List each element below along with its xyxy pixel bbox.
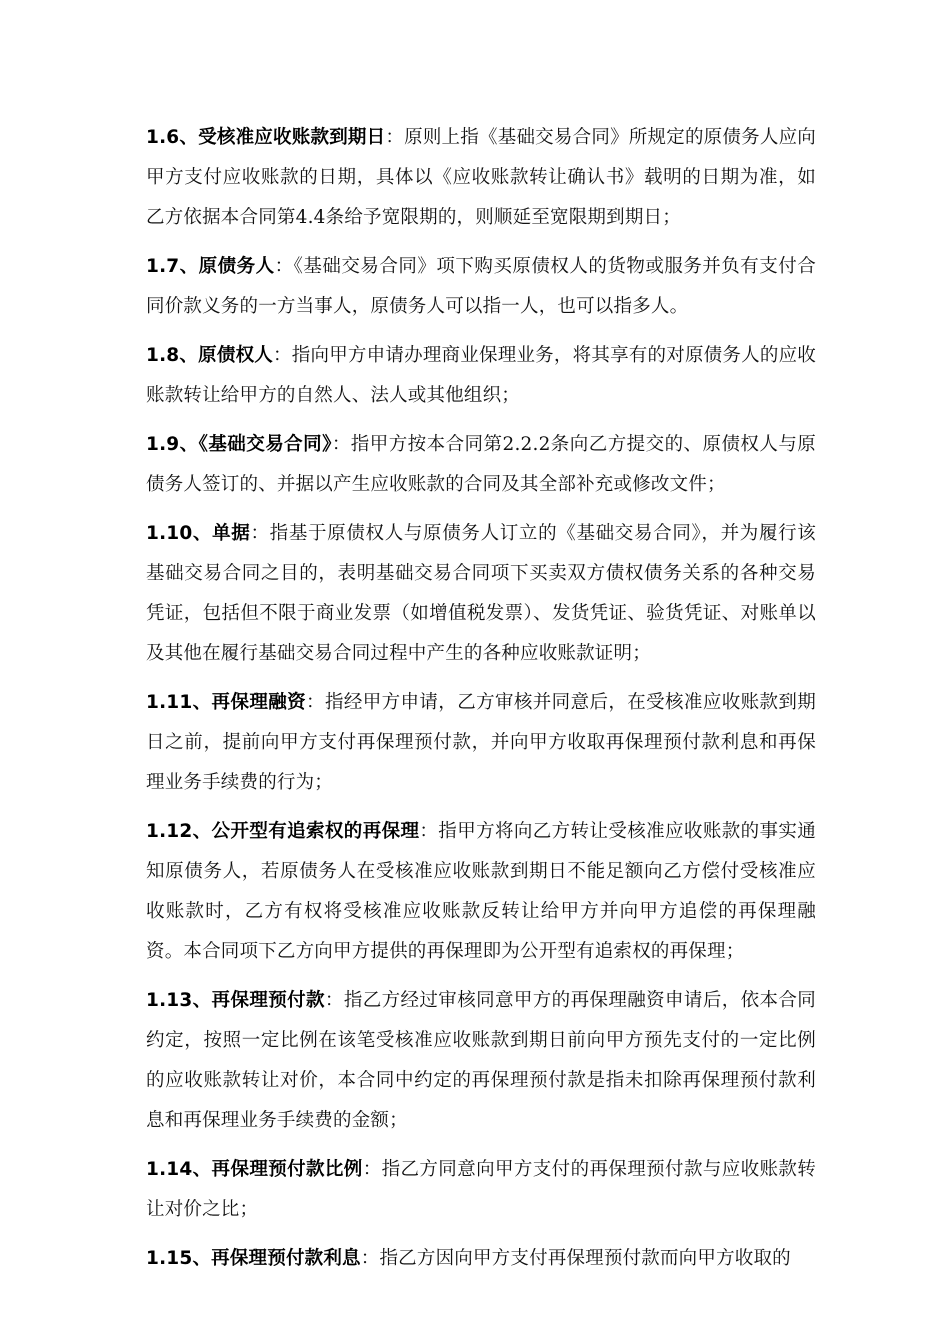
defined-term: 单据 [212, 523, 251, 544]
clause-definition: 指甲方将向乙方转让受核准应收账款的事实通知原债务人，若原债务人在受核准应收账款到期日不能足额向乙方偿付受核准应收账款时，乙方有权将受核准应收账款反转让给甲方并向甲方追偿的再保理融资。本合同项下乙方向甲方提供的再保理即为公开型有追索权的再保理； [146, 821, 816, 962]
clause-1-9 [146, 425, 816, 505]
clause-separator: ： [324, 990, 344, 1011]
clause-number: 1.8、 [146, 345, 199, 366]
clause-definition: 指乙方因向甲方支付再保理预付款而向甲方收取的 [379, 1248, 791, 1269]
defined-term: 再保理融资 [211, 692, 307, 713]
clause-1-6 [146, 118, 816, 238]
clause-separator: ： [250, 523, 270, 544]
clause-definition: 指乙方经过审核同意甲方的再保理融资申请后，依本合同约定，按照一定比例在该笔受核准应收账款到期日前向甲方预先支付的一定比例的应收账款转让对价，本合同中约定的再保理预付款是指未扣除再保理预付款利息和再保理业务手续费的金额； [146, 990, 817, 1131]
clause-definition: 指向甲方申请办理商业保理业务，将其享有的对原债务人的应收账款转让给甲方的自然人、法人或其他组织； [146, 345, 817, 406]
clause-1-8 [146, 336, 816, 416]
clause-separator: ： [273, 345, 292, 366]
clause-1-12 [146, 812, 816, 972]
defined-term: 原债权人 [198, 345, 274, 366]
clause-definition: 指甲方按本合同第2.2.2条向乙方提交的、原债权人与原债务人签订的、并据以产生应收账款的合同及其全部补充或修改文件； [146, 434, 817, 495]
defined-term: 公开型有追索权的再保理 [211, 821, 420, 842]
clause-number: 1.11、 [146, 692, 212, 713]
clause-1-15 [146, 1239, 816, 1279]
clause-definition: 《基础交易合同》项下购买原债权人的货物或服务并负有支付合同价款义务的一方当事人，原债务人可以指一人，也可以指多人。 [146, 256, 816, 317]
defined-term: 再保理预付款利息 [211, 1248, 361, 1269]
clause-number: 1.6、 [146, 127, 199, 148]
clause-1-13 [146, 981, 816, 1141]
clause-separator: ： [360, 1248, 380, 1269]
defined-term: 原债务人 [198, 256, 275, 277]
clause-separator: ： [419, 821, 439, 842]
clause-definition: 指乙方同意向甲方支付的再保理预付款与应收账款转让对价之比； [146, 1159, 817, 1220]
clause-1-14 [146, 1150, 816, 1230]
clause-number: 1.13、 [146, 990, 212, 1011]
clause-separator: ： [274, 256, 294, 277]
clause-number: 1.14、 [146, 1159, 212, 1180]
clause-1-10 [146, 514, 816, 674]
clause-number: 1.7、 [146, 256, 199, 277]
clause-separator: ： [306, 692, 325, 713]
clause-definition: 指基于原债权人与原债务人订立的《基础交易合同》，并为履行该基础交易合同之目的，表明基础交易合同项下买卖双方债权债务关系的各种交易凭证，包括但不限于商业发票（如增值税发票）、发货凭证、验货凭证、对账单以及其他在履行基础交易合同过程中产生的各种应收账款证明； [146, 523, 817, 664]
clause-number: 1.12、 [146, 821, 212, 842]
clause-1-7 [146, 247, 816, 327]
clause-definition: 原则上指《基础交易合同》所规定的原债务人应向甲方支付应收账款的日期，具体以《应收账款转让确认书》载明的日期为准，如乙方依据本合同第4.4条给予宽限期的，则顺延至宽限期到期日； [146, 127, 817, 228]
defined-term: 受核准应收账款到期日 [198, 127, 386, 148]
clause-separator: ： [331, 434, 351, 455]
clause-number: 1.10、 [146, 523, 213, 544]
clause-definition: 指经甲方申请，乙方审核并同意后，在受核准应收账款到期日之前，提前向甲方支付再保理预付款，并向甲方收取再保理预付款利息和再保理业务手续费的行为； [146, 692, 817, 793]
clause-number: 1.9、 [146, 434, 199, 455]
clause-number: 1.15、 [146, 1248, 212, 1269]
defined-term: 再保理预付款 [211, 990, 325, 1011]
clause-separator: ： [362, 1159, 382, 1180]
clause-1-11 [146, 683, 816, 803]
document-body [146, 118, 816, 1288]
defined-term: 再保理预付款比例 [211, 1159, 363, 1180]
clause-separator: ： [385, 127, 405, 148]
defined-term: 《基础交易合同》 [198, 434, 332, 455]
